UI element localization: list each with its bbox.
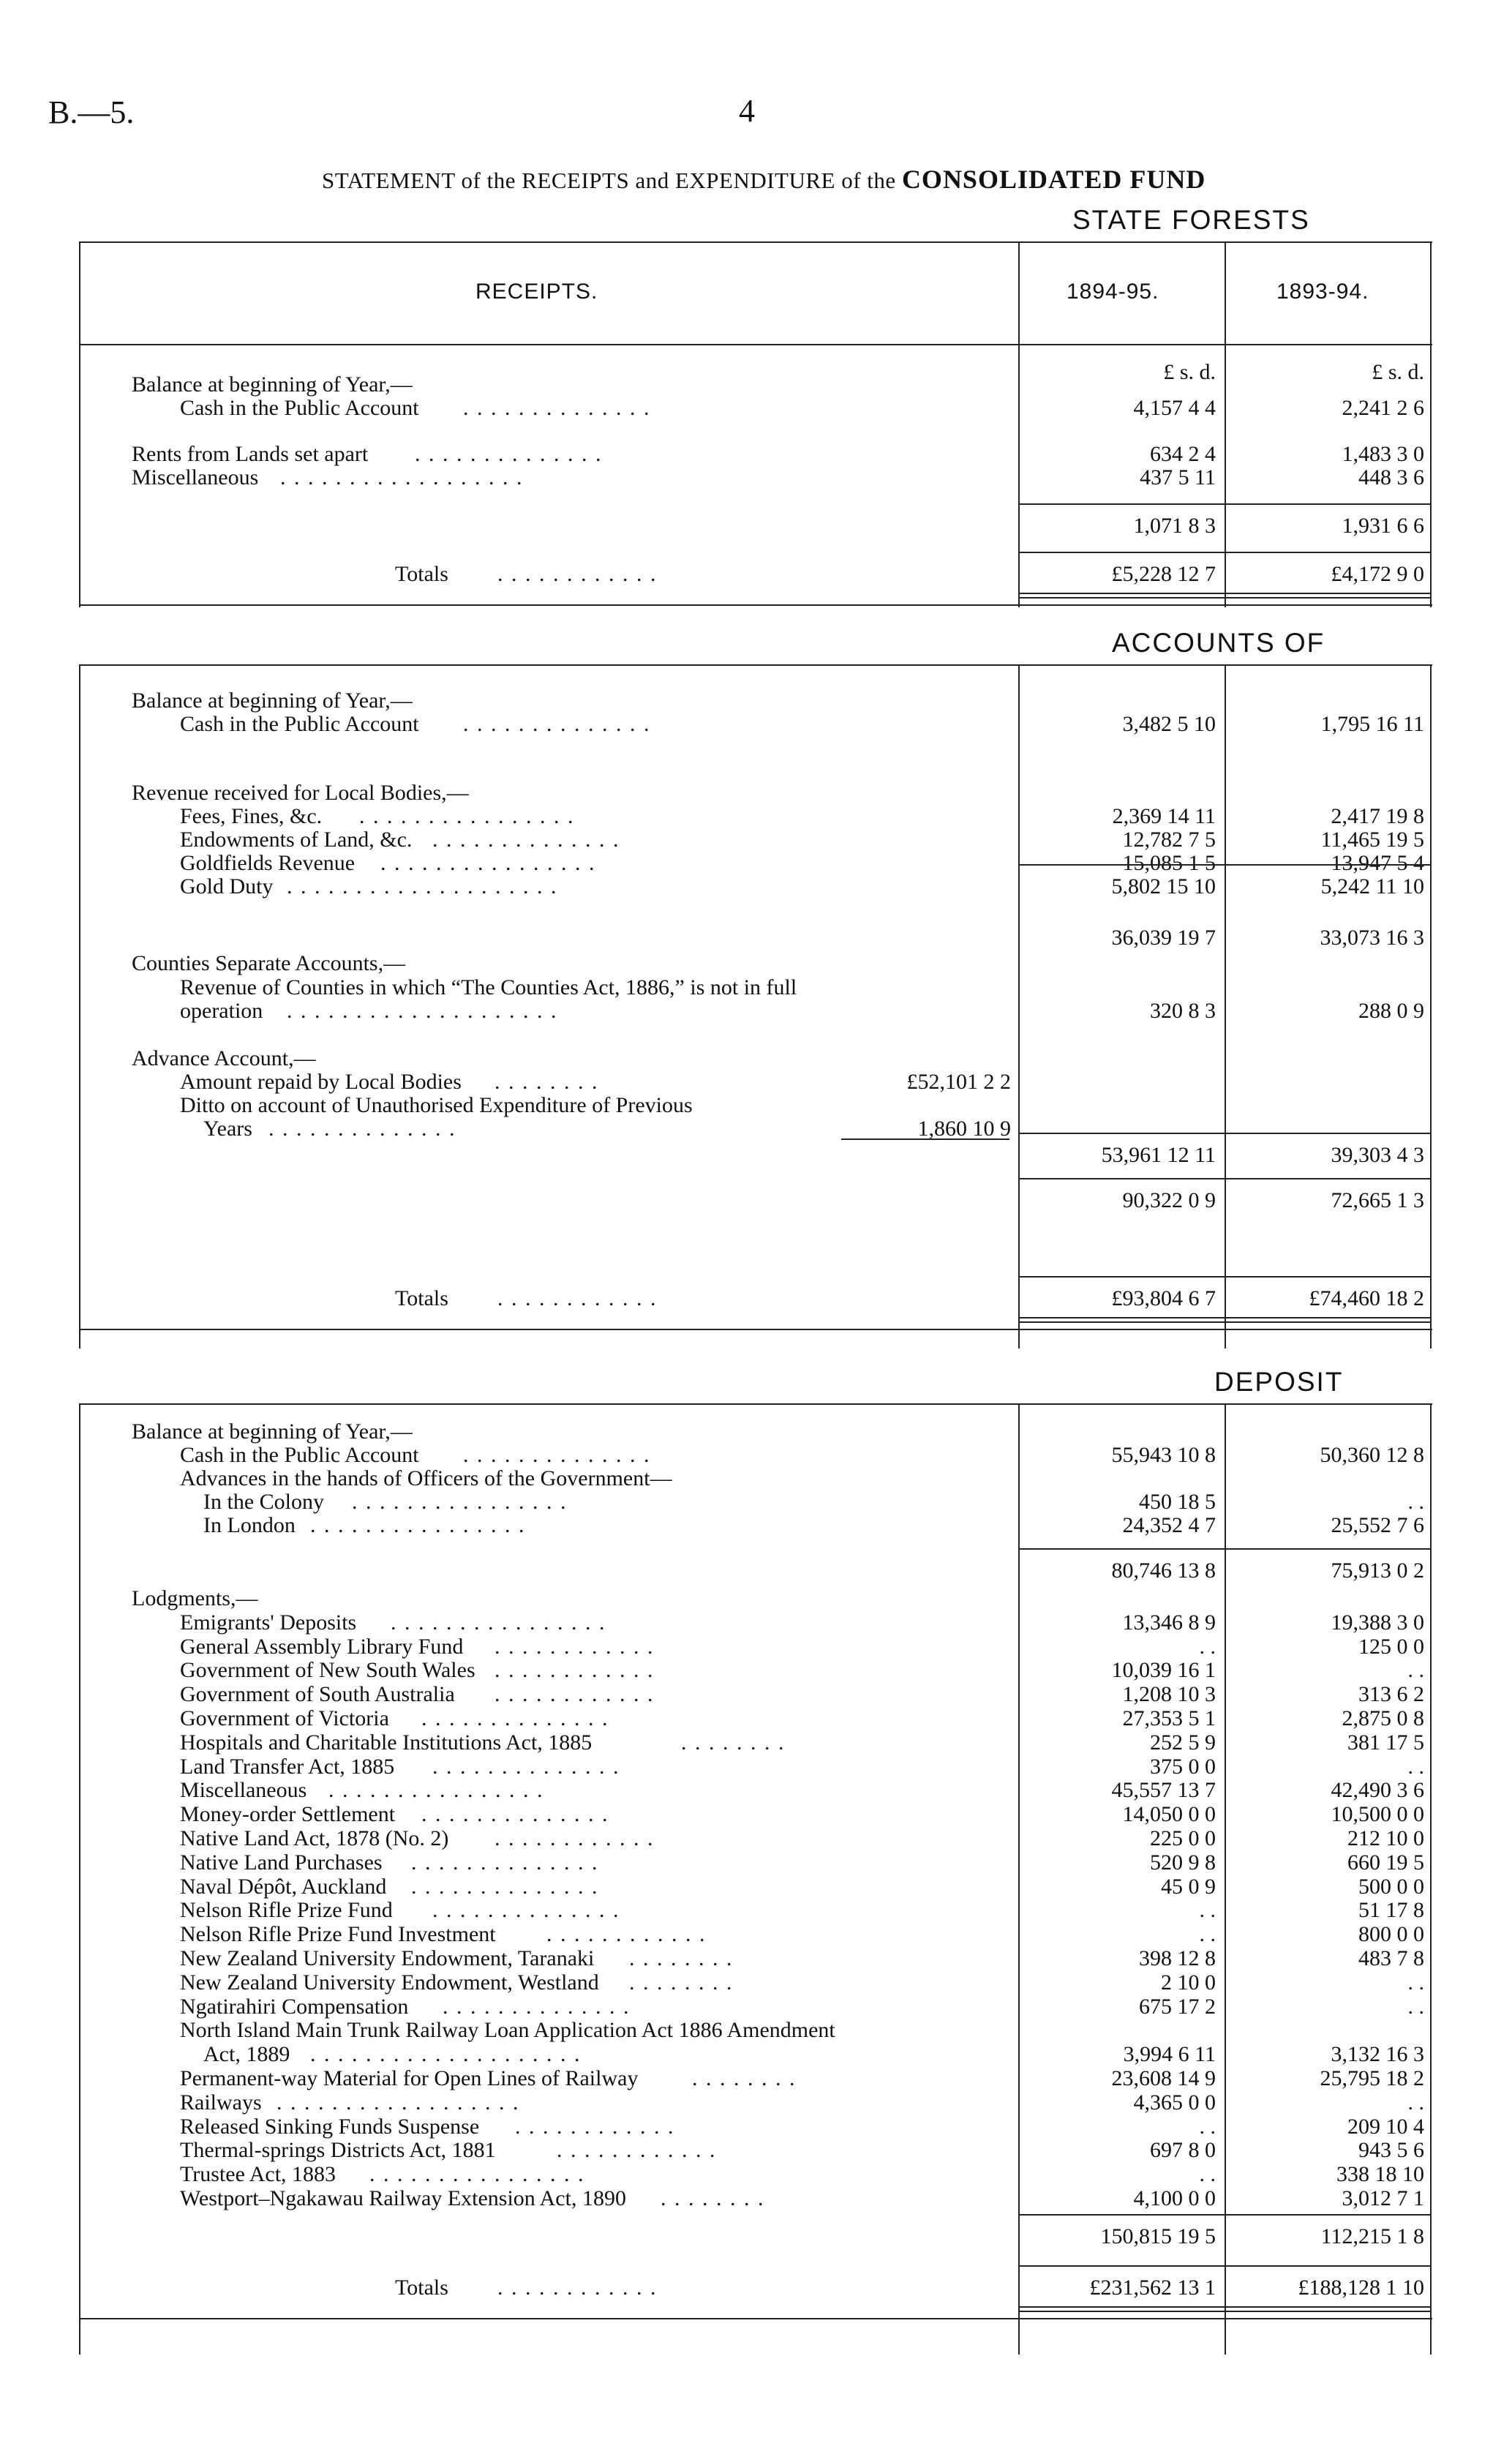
value-1893: 72,665 1 3 bbox=[1331, 1188, 1424, 1212]
value-1894: 90,322 0 9 bbox=[1122, 1188, 1216, 1212]
year-column-1894: 1894-95. bbox=[1067, 280, 1159, 304]
totals-double-rule bbox=[1018, 2306, 1430, 2312]
row-label: Nelson Rifle Prize Fund bbox=[180, 1898, 393, 1923]
leader-dots: . . . . . . . . . . . . bbox=[497, 562, 658, 586]
table-row bbox=[0, 1188, 1512, 1212]
table-row bbox=[0, 1850, 1512, 1875]
table-row bbox=[0, 1658, 1512, 1682]
row-label: Rents from Lands set apart bbox=[132, 442, 369, 466]
leader-dots: . . . . . . . . . . . . . . bbox=[463, 1443, 651, 1467]
value-1894: 697 8 0 bbox=[1150, 2138, 1216, 2163]
leader-dots: . . . . . . . . . . . . . . bbox=[411, 1874, 599, 1899]
section-bottom-rule bbox=[79, 604, 1432, 606]
value-1894: 252 5 9 bbox=[1150, 1730, 1216, 1755]
row-label: Fees, Fines, &c. bbox=[180, 804, 323, 828]
total-1894: £93,804 6 7 bbox=[1111, 1286, 1216, 1310]
table-row bbox=[0, 1443, 1512, 1467]
leader-dots: . . . . . . . . . . . . . . . . bbox=[369, 2162, 585, 2187]
value-1894: 5,802 15 10 bbox=[1111, 874, 1216, 899]
value-1894: 3,482 5 10 bbox=[1122, 712, 1216, 736]
leader-dots: . . . . . . . . . . . . . . . . bbox=[352, 1490, 568, 1514]
leader-dots: . . . . . . . . . . . . . . . . . . . . bbox=[287, 874, 558, 899]
row-label: Cash in the Public Account bbox=[180, 396, 419, 420]
value-1894: 45,557 13 7 bbox=[1111, 1778, 1216, 1803]
leader-dots: . . . . . . . . bbox=[692, 2066, 797, 2090]
row-label: Advance Account,— bbox=[132, 1046, 316, 1070]
deposit-heading: DEPOSIT bbox=[1214, 1367, 1344, 1397]
table-row bbox=[0, 1419, 1512, 1444]
leader-dots: . . . . . . . . bbox=[629, 1946, 734, 1970]
leader-dots: . . . . . . . . . . . . bbox=[557, 2138, 717, 2163]
value-1893: 5,242 11 10 bbox=[1320, 874, 1424, 899]
value-1893: 1,931 6 6 bbox=[1342, 514, 1424, 538]
table-row bbox=[0, 1755, 1512, 1779]
leader-dots: . . . . . . . . . . . . . . bbox=[421, 1706, 609, 1730]
leader-dots: . . . . . . . . . . . . bbox=[494, 1826, 655, 1850]
value-1894: 13,346 8 9 bbox=[1122, 1610, 1216, 1635]
title-prefix: STATEMENT of the RECEIPTS and EXPENDITURE of the bbox=[322, 168, 896, 193]
table-row bbox=[0, 1513, 1512, 1537]
leader-dots: . . . . . . . . bbox=[661, 2186, 765, 2210]
table-row bbox=[0, 1802, 1512, 1826]
table-row bbox=[0, 689, 1512, 713]
table-row bbox=[0, 442, 1512, 466]
row-label: Miscellaneous bbox=[132, 465, 259, 489]
value-1894: 80,746 13 8 bbox=[1111, 1558, 1216, 1583]
row-label: Hospitals and Charitable Institutions Act, 1885 bbox=[180, 1730, 593, 1755]
value-1893: . . bbox=[1407, 1490, 1424, 1514]
table-row bbox=[0, 2224, 1512, 2248]
value-1893: . . bbox=[1407, 2090, 1424, 2115]
table-row bbox=[0, 1875, 1512, 1899]
value-1893: 381 17 5 bbox=[1347, 1730, 1424, 1755]
row-label: Government of South Australia bbox=[180, 1682, 455, 1707]
value-1893: 212 10 0 bbox=[1347, 1826, 1424, 1850]
leader-dots: . . . . . . . . . . . . . . bbox=[268, 1117, 456, 1141]
leader-dots: . . . . . . . . . . . . bbox=[497, 2276, 658, 2300]
row-label: Westport–Ngakawau Railway Extension Act, 1890 bbox=[180, 2186, 626, 2210]
value-1893: 3,132 16 3 bbox=[1331, 2042, 1424, 2067]
table-row bbox=[0, 2138, 1512, 2162]
value-1893: 75,913 0 2 bbox=[1331, 1558, 1424, 1583]
row-label: Permanent-way Material for Open Lines of Railway bbox=[180, 2066, 639, 2090]
value-1894: 3,994 6 11 bbox=[1123, 2042, 1216, 2067]
row-label: Ngatirahiri Compensation bbox=[180, 1994, 409, 2019]
table-row bbox=[0, 1635, 1512, 1659]
value-1894: 1,208 10 3 bbox=[1122, 1682, 1216, 1707]
leader-dots: . . . . . . . . . . . . . . bbox=[463, 396, 651, 420]
receipts-column-header: RECEIPTS. bbox=[475, 280, 598, 304]
value-1893: . . bbox=[1407, 1970, 1424, 1995]
value-1894: 675 17 2 bbox=[1139, 1994, 1216, 2019]
value-1893: 2,875 0 8 bbox=[1342, 1706, 1424, 1730]
table-row bbox=[0, 2186, 1512, 2210]
table-row bbox=[0, 396, 1512, 420]
row-label: In the Colony bbox=[203, 1490, 324, 1514]
value-1894: 12,782 7 5 bbox=[1122, 828, 1216, 852]
table-row bbox=[0, 1946, 1512, 1970]
value-1894: . . bbox=[1199, 2162, 1216, 2187]
table-row bbox=[0, 1610, 1512, 1635]
leader-dots: . . . . . . . . . . . . . . . . bbox=[328, 1778, 544, 1803]
table-row bbox=[0, 1143, 1512, 1167]
row-label: Cash in the Public Account bbox=[180, 1443, 419, 1467]
value-1894: 398 12 8 bbox=[1139, 1946, 1216, 1970]
value-1894: 375 0 0 bbox=[1150, 1754, 1216, 1779]
table-row bbox=[0, 1682, 1512, 1706]
total-1893: £4,172 9 0 bbox=[1331, 562, 1424, 586]
frame-left bbox=[79, 241, 80, 607]
leader-dots: . . . . . . . . . . . . . . . . . . bbox=[277, 2090, 520, 2115]
row-label: New Zealand University Endowment, Westland bbox=[180, 1970, 599, 1995]
leader-dots: . . . . . . . . . . . . bbox=[546, 1922, 707, 1947]
value-1893: 11,465 19 5 bbox=[1320, 828, 1424, 852]
totals-row bbox=[0, 562, 1512, 586]
value-1894: 4,100 0 0 bbox=[1133, 2186, 1216, 2210]
table-row bbox=[0, 1070, 1512, 1094]
value-1894: . . bbox=[1199, 1634, 1216, 1659]
row-label: Balance at beginning of Year,— bbox=[132, 372, 413, 397]
leader-dots: . . . . . . . . . . . . . . bbox=[443, 1994, 631, 2019]
row-label: Act, 1889 bbox=[203, 2042, 290, 2067]
subtotal-rule bbox=[1018, 503, 1430, 505]
table-row bbox=[0, 465, 1512, 489]
totals-top-rule bbox=[1018, 552, 1430, 553]
row-label: Lodgments,— bbox=[132, 1586, 258, 1610]
value-1894: 14,050 0 0 bbox=[1122, 1802, 1216, 1827]
value-1893: 660 19 5 bbox=[1347, 1850, 1424, 1875]
totals-row bbox=[0, 2276, 1512, 2300]
row-label: Cash in the Public Account bbox=[180, 712, 419, 736]
row-label: General Assembly Library Fund bbox=[180, 1634, 464, 1659]
value-1894: 520 9 8 bbox=[1150, 1850, 1216, 1875]
row-label: operation bbox=[180, 999, 263, 1023]
row-label: Goldfields Revenue bbox=[180, 851, 356, 875]
value-1894: 27,353 5 1 bbox=[1122, 1706, 1216, 1730]
row-label: Trustee Act, 1883 bbox=[180, 2162, 336, 2187]
value-1893: 448 3 6 bbox=[1358, 465, 1424, 489]
row-label: Revenue of Counties in which “The Counties Act, 1886,” is not in full bbox=[180, 975, 797, 999]
table-row bbox=[0, 828, 1512, 852]
frame-right bbox=[1430, 241, 1432, 607]
table-row bbox=[0, 1922, 1512, 1946]
year-column-1893: 1893-94. bbox=[1276, 280, 1369, 304]
subtotal-rule bbox=[1018, 1133, 1430, 1134]
row-label: In London bbox=[203, 1513, 296, 1537]
total-1894: £231,562 13 1 bbox=[1089, 2276, 1216, 2300]
row-label: Balance at beginning of Year,— bbox=[132, 1419, 413, 1444]
value-1893: 483 7 8 bbox=[1358, 1946, 1424, 1970]
leader-dots: . . . . . . . . . . . . . . . . bbox=[380, 851, 596, 875]
row-label: Ditto on account of Unauthorised Expenditure of Previous bbox=[180, 1093, 693, 1117]
value-1894: 2 10 0 bbox=[1161, 1970, 1216, 1995]
table-row bbox=[0, 1995, 1512, 2019]
leader-dots: . . . . . . . . bbox=[629, 1970, 734, 1995]
divider bbox=[79, 241, 1432, 243]
subtotal-rule bbox=[1018, 2214, 1430, 2216]
value-1893: 50,360 12 8 bbox=[1320, 1443, 1424, 1467]
value-1894: 2,369 14 11 bbox=[1112, 804, 1216, 828]
value-1893: 112,215 1 8 bbox=[1320, 2224, 1424, 2248]
inner-value: £52,101 2 2 bbox=[906, 1070, 1011, 1094]
value-1894: 634 2 4 bbox=[1150, 442, 1216, 466]
table-row bbox=[0, 1898, 1512, 1922]
row-label: Balance at beginning of Year,— bbox=[132, 689, 413, 713]
table-row bbox=[0, 851, 1512, 875]
row-label: Emigrants' Deposits bbox=[180, 1610, 357, 1635]
table-row bbox=[0, 1466, 1512, 1490]
totals-label: Totals bbox=[395, 2276, 448, 2300]
row-label: North Island Main Trunk Railway Loan Application Act 1886 Amendment bbox=[180, 2018, 835, 2043]
value-1894: . . bbox=[1199, 1898, 1216, 1923]
table-row bbox=[0, 2090, 1512, 2115]
value-1893: 313 6 2 bbox=[1358, 1682, 1424, 1707]
section-bottom-rule bbox=[79, 1329, 1432, 1330]
title-fund: CONSOLIDATED FUND bbox=[901, 165, 1206, 194]
row-label: Land Transfer Act, 1885 bbox=[180, 1754, 395, 1779]
leader-dots: . . . . . . . . . . . . bbox=[515, 2114, 675, 2139]
divider bbox=[79, 344, 1432, 345]
leader-dots: . . . . . . . . . . . . . . bbox=[415, 442, 603, 466]
subtotal-rule bbox=[1018, 1178, 1430, 1179]
leader-dots: . . . . . . . . . . . . . . . . . . bbox=[280, 465, 524, 489]
value-1894: 55,943 10 8 bbox=[1111, 1443, 1216, 1467]
value-1894: 15,085 1 5 bbox=[1122, 851, 1216, 875]
value-1894: 225 0 0 bbox=[1150, 1826, 1216, 1850]
row-label: Amount repaid by Local Bodies bbox=[180, 1070, 462, 1094]
totals-row bbox=[0, 1286, 1512, 1310]
value-1893: . . bbox=[1407, 1754, 1424, 1779]
value-1894: 4,157 4 4 bbox=[1133, 396, 1216, 420]
leader-dots: . . . . . . . . . . . . bbox=[494, 1682, 655, 1707]
table-row bbox=[0, 1778, 1512, 1802]
value-1894: 450 18 5 bbox=[1139, 1490, 1216, 1514]
value-1894: . . bbox=[1199, 1922, 1216, 1947]
value-1893: 943 5 6 bbox=[1358, 2138, 1424, 2163]
leader-dots: . . . . . . . . . . . . . . bbox=[432, 1754, 620, 1779]
document-reference: B.—5. bbox=[48, 94, 135, 130]
value-1894: 53,961 12 11 bbox=[1101, 1143, 1216, 1167]
table-row bbox=[0, 1970, 1512, 1995]
accounts-heading: ACCOUNTS OF bbox=[1112, 628, 1325, 658]
leader-dots: . . . . . . . . . . . . . . . . . . . . bbox=[310, 2042, 582, 2067]
subtotal-rule bbox=[1018, 864, 1430, 866]
divider bbox=[79, 1403, 1432, 1405]
row-label: Years bbox=[203, 1117, 252, 1141]
value-1893: 500 0 0 bbox=[1358, 1874, 1424, 1899]
value-1893: 13,947 5 4 bbox=[1331, 851, 1424, 875]
value-1893: 1,795 16 11 bbox=[1320, 712, 1424, 736]
table-row bbox=[0, 1826, 1512, 1850]
value-1894: 36,039 19 7 bbox=[1111, 926, 1216, 950]
row-label: Endowments of Land, &c. bbox=[180, 828, 413, 852]
row-label: Nelson Rifle Prize Fund Investment bbox=[180, 1922, 496, 1947]
value-1893: 2,417 19 8 bbox=[1331, 804, 1424, 828]
table-row bbox=[0, 951, 1512, 975]
table-row bbox=[0, 926, 1512, 950]
value-1893: 33,073 16 3 bbox=[1320, 926, 1424, 950]
row-label: Revenue received for Local Bodies,— bbox=[132, 781, 469, 805]
value-1894: 4,365 0 0 bbox=[1133, 2090, 1216, 2115]
row-label: Thermal-springs Districts Act, 1881 bbox=[180, 2138, 496, 2163]
value-1893: . . bbox=[1407, 1658, 1424, 1683]
table-row bbox=[0, 2066, 1512, 2090]
table-row bbox=[0, 1046, 1512, 1070]
units-1894: £ s. d. bbox=[1163, 360, 1216, 384]
leader-dots: . . . . . . . . . . . . bbox=[497, 1286, 658, 1310]
leader-dots: . . . . . . . . bbox=[494, 1070, 599, 1094]
totals-top-rule bbox=[1018, 2265, 1430, 2267]
row-label: Native Land Act, 1878 (No. 2) bbox=[180, 1826, 449, 1850]
value-1893: 209 10 4 bbox=[1347, 2114, 1424, 2139]
value-1893: 3,012 7 1 bbox=[1342, 2186, 1424, 2210]
totals-top-rule bbox=[1018, 1276, 1430, 1278]
leader-dots: . . . . . . . . . . . . . . bbox=[432, 828, 620, 852]
table-row bbox=[0, 1490, 1512, 1514]
table-row bbox=[0, 372, 1512, 397]
row-label: Advances in the hands of Officers of the Government— bbox=[180, 1466, 672, 1490]
table-row bbox=[0, 712, 1512, 736]
value-1894: 320 8 3 bbox=[1150, 999, 1216, 1023]
total-1894: £5,228 12 7 bbox=[1111, 562, 1216, 586]
leader-dots: . . . . . . . . . . . . . . bbox=[463, 712, 651, 736]
totals-label: Totals bbox=[395, 562, 448, 586]
leader-dots: . . . . . . . . . . . . . . bbox=[411, 1850, 599, 1875]
value-1894: 24,352 4 7 bbox=[1122, 1513, 1216, 1537]
table-row bbox=[0, 781, 1512, 805]
table-row bbox=[0, 999, 1512, 1023]
row-label: Government of Victoria bbox=[180, 1706, 389, 1730]
total-1893: £74,460 18 2 bbox=[1309, 1286, 1424, 1310]
value-1894: 23,608 14 9 bbox=[1111, 2066, 1216, 2090]
total-1893: £188,128 1 10 bbox=[1298, 2276, 1424, 2300]
value-1893: 125 0 0 bbox=[1358, 1634, 1424, 1659]
row-label: Money-order Settlement bbox=[180, 1802, 396, 1827]
subtotal-rule bbox=[1018, 1548, 1430, 1550]
value-1893: 1,483 3 0 bbox=[1342, 442, 1424, 466]
divider bbox=[79, 664, 1432, 666]
value-1894: 437 5 11 bbox=[1140, 465, 1216, 489]
value-1894: 150,815 19 5 bbox=[1100, 2224, 1216, 2248]
table-row bbox=[0, 2115, 1512, 2139]
leader-dots: . . . . . . . . . . . . . . . . bbox=[359, 804, 575, 828]
value-1893: 800 0 0 bbox=[1358, 1922, 1424, 1947]
value-1894: . . bbox=[1199, 2114, 1216, 2139]
row-label: Miscellaneous bbox=[180, 1778, 307, 1803]
leader-dots: . . . . . . . . . . . . . . bbox=[432, 1898, 620, 1923]
state-forests-heading: STATE FORESTS bbox=[1072, 205, 1310, 235]
table-row bbox=[0, 2162, 1512, 2186]
subtotal-rule bbox=[841, 1138, 1009, 1140]
units-1893: £ s. d. bbox=[1372, 360, 1424, 384]
leader-dots: . . . . . . . . . . . . . . . . bbox=[310, 1513, 526, 1537]
page-title bbox=[322, 164, 1206, 195]
leader-dots: . . . . . . . . bbox=[681, 1730, 786, 1755]
value-1894: 45 0 9 bbox=[1161, 1874, 1216, 1899]
inner-value: 1,860 10 9 bbox=[917, 1117, 1011, 1141]
row-label: Released Sinking Funds Suspense bbox=[180, 2114, 480, 2139]
row-label: Counties Separate Accounts,— bbox=[132, 951, 406, 975]
table-row bbox=[0, 1586, 1512, 1610]
row-label: Government of New South Wales bbox=[180, 1658, 475, 1683]
row-label: Native Land Purchases bbox=[180, 1850, 383, 1875]
table-row bbox=[0, 1730, 1512, 1755]
leader-dots: . . . . . . . . . . . . . . bbox=[421, 1802, 609, 1827]
table-row bbox=[0, 1706, 1512, 1730]
leader-dots: . . . . . . . . . . . . bbox=[494, 1634, 655, 1659]
row-label: Gold Duty bbox=[180, 874, 274, 899]
row-label: New Zealand University Endowment, Taranaki bbox=[180, 1946, 595, 1970]
value-1894: 1,071 8 3 bbox=[1133, 514, 1216, 538]
table-row bbox=[0, 514, 1512, 538]
row-label: Railways bbox=[180, 2090, 262, 2115]
value-1894: 10,039 16 1 bbox=[1111, 1658, 1216, 1683]
row-label: Naval Dépôt, Auckland bbox=[180, 1874, 387, 1899]
value-1893: 42,490 3 6 bbox=[1331, 1778, 1424, 1803]
page-number: 4 bbox=[739, 93, 755, 129]
leader-dots: . . . . . . . . . . . . . . . . bbox=[391, 1610, 606, 1635]
totals-label: Totals bbox=[395, 1286, 448, 1310]
value-1893: 10,500 0 0 bbox=[1331, 1802, 1424, 1827]
table-row bbox=[0, 975, 1512, 999]
value-1893: 51 17 8 bbox=[1358, 1898, 1424, 1923]
value-1893: 19,388 3 0 bbox=[1331, 1610, 1424, 1635]
value-1893: . . bbox=[1407, 1994, 1424, 2019]
totals-double-rule bbox=[1018, 593, 1430, 599]
value-1893: 39,303 4 3 bbox=[1331, 1143, 1424, 1167]
table-row bbox=[0, 874, 1512, 899]
leader-dots: . . . . . . . . . . . . . . . . . . . . bbox=[287, 999, 558, 1023]
value-1893: 338 18 10 bbox=[1336, 2162, 1424, 2187]
table-row bbox=[0, 1117, 1512, 1141]
table-row bbox=[0, 1093, 1512, 1117]
table-row bbox=[0, 2042, 1512, 2066]
table-row bbox=[0, 1558, 1512, 1583]
totals-double-rule bbox=[1018, 1317, 1430, 1323]
leader-dots: . . . . . . . . . . . . bbox=[494, 1658, 655, 1683]
section-bottom-rule bbox=[79, 2318, 1432, 2319]
value-1893: 288 0 9 bbox=[1358, 999, 1424, 1023]
value-1893: 25,795 18 2 bbox=[1320, 2066, 1424, 2090]
value-1893: 25,552 7 6 bbox=[1331, 1513, 1424, 1537]
table-row bbox=[0, 2018, 1512, 2042]
table-row bbox=[0, 804, 1512, 828]
value-1893: 2,241 2 6 bbox=[1342, 396, 1424, 420]
